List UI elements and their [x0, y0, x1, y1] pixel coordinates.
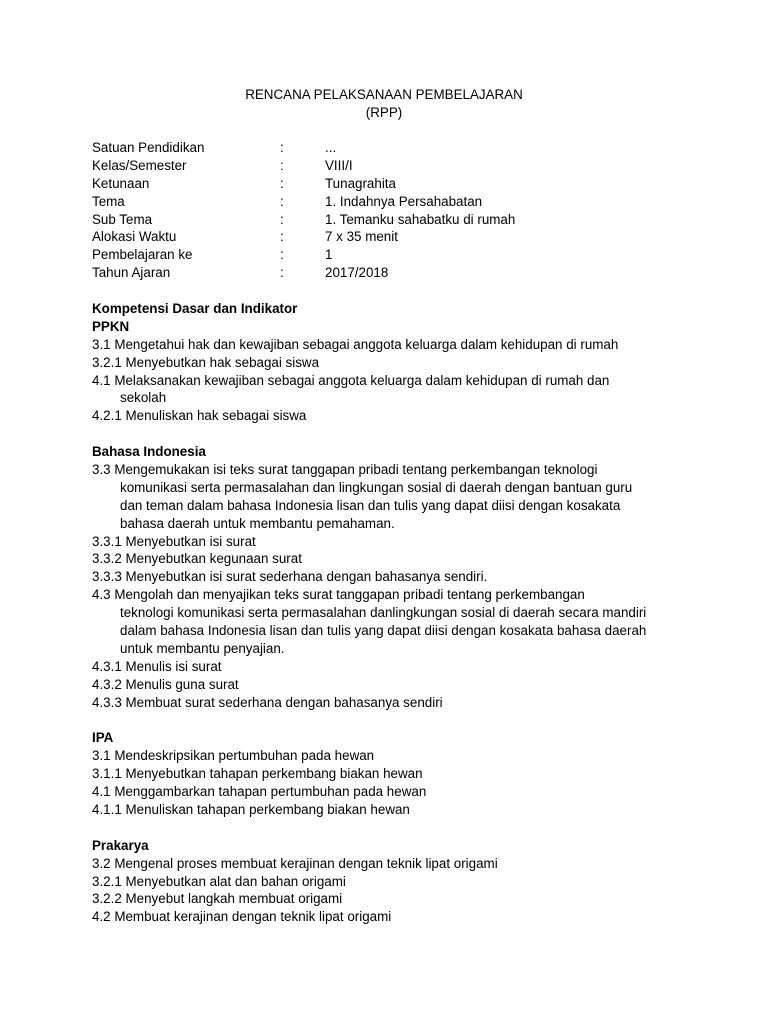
identity-colon: : — [280, 247, 284, 263]
identity-value: Tunagrahita — [325, 175, 396, 191]
identity-label: Tahun Ajaran — [92, 265, 171, 281]
identity-row — [92, 193, 515, 211]
competency-line: 3.1 Mengetahui hak dan kewajiban sebagai anggota keluarga dalam kehidupan di rumah — [92, 336, 619, 352]
competency-line: 3.2.1 Menyebutkan hak sebagai siswa — [92, 354, 320, 370]
competency-line: 3.3.3 Menyebutkan isi surat sederhana dengan bahasanya sendiri. — [92, 569, 488, 585]
identity-value: 1. Indahnya Persahabatan — [325, 193, 483, 209]
competency-line: 4.3.1 Menulis isi surat — [92, 658, 222, 674]
competency-line: 3.2 Mengenal proses membuat kerajinan dengan teknik lipat origami — [92, 855, 498, 871]
spacer — [92, 425, 692, 443]
competency-line: 3.3.1 Menyebutkan isi surat — [92, 533, 256, 549]
identity-table — [92, 139, 515, 282]
competency-line: 4.1 Menggambarkan tahapan pertumbuhan pada hewan — [92, 784, 427, 800]
competency-line: 4.3.2 Menulis guna surat — [92, 676, 239, 692]
identity-value: 1 — [325, 247, 333, 263]
identity-colon: : — [280, 175, 284, 191]
identity-colon: : — [280, 211, 284, 227]
identity-row — [92, 175, 515, 193]
competency-line: 3.3 Mengemukakan isi teks surat tanggapan pribadi tentang perkembangan teknologi — [92, 462, 598, 478]
competency-line: 3.1.1 Menyebutkan tahapan perkembang biakan hewan — [92, 766, 423, 782]
subject-heading-prakarya: Prakarya — [92, 837, 149, 853]
competency-line: 3.1 Mendeskripsikan pertumbuhan pada hewan — [92, 748, 375, 764]
competency-line: 3.2.2 Menyebut langkah membuat origami — [92, 891, 343, 907]
competency-line: dan teman dalam bahasa Indonesia lisan dan tulis yang dapat diisi dengan kosakata — [120, 497, 621, 513]
identity-colon: : — [280, 193, 284, 209]
identity-colon: : — [280, 140, 284, 155]
competency-section — [92, 300, 692, 926]
competency-line: 4.3 Mengolah dan menyajikan teks surat tanggapan pribadi tentang perkembangan — [92, 587, 585, 603]
competency-line: komunikasi serta permasalahan dan lingkungan sosial di daerah dengan bantuan guru — [120, 479, 633, 495]
identity-label: Kelas/Semester — [92, 157, 187, 173]
competency-line: 4.2 Membuat kerajinan dengan teknik lipat origami — [92, 909, 392, 925]
competency-line: 4.1.1 Menuliskan tahapan perkembang biakan hewan — [92, 801, 410, 817]
identity-row — [92, 264, 515, 282]
competency-line: 4.1 Melaksanakan kewajiban sebagai anggota keluarga dalam kehidupan di rumah dan — [92, 372, 610, 388]
identity-value: VIII/I — [325, 157, 353, 173]
identity-label: Tema — [92, 193, 125, 209]
competency-line: untuk membantu penyajian. — [120, 640, 285, 656]
identity-label: Alokasi Waktu — [92, 229, 177, 245]
competency-line: sekolah — [120, 390, 167, 406]
identity-row — [92, 211, 515, 229]
identity-row — [92, 228, 515, 246]
subject-heading-ipa: IPA — [92, 730, 114, 746]
section-heading: Kompetensi Dasar dan Indikator — [92, 301, 298, 316]
competency-line: 3.3.2 Menyebutkan kegunaan surat — [92, 551, 302, 567]
identity-value: 2017/2018 — [325, 265, 389, 281]
identity-colon: : — [280, 157, 284, 173]
identity-row — [92, 246, 515, 264]
spacer — [92, 711, 692, 729]
identity-value: 1. Temanku sahabatku di rumah — [325, 211, 516, 227]
subject-heading-bahasa-indonesia: Bahasa Indonesia — [92, 444, 206, 460]
identity-label: Satuan Pendidikan — [92, 140, 205, 155]
competency-line: 4.3.3 Membuat surat sederhana dengan bahasanya sendiri — [92, 694, 443, 710]
competency-line: 3.2.1 Menyebutkan alat dan bahan origami — [92, 873, 346, 889]
identity-value: 7 x 35 menit — [325, 229, 398, 245]
subject-heading-ppkn: PPKN — [92, 318, 130, 334]
spacer — [92, 819, 692, 837]
identity-row — [92, 157, 515, 175]
competency-line: teknologi komunikasi serta permasalahan danlingkungan sosial di daerah secara mandiri — [120, 605, 647, 621]
document-title: RENCANA PELAKSANAAN PEMBELAJARAN — [245, 87, 523, 102]
identity-label: Sub Tema — [92, 211, 153, 227]
competency-line: bahasa daerah untuk membantu pemahaman. — [120, 515, 395, 531]
identity-colon: : — [280, 229, 284, 245]
identity-label: Ketunaan — [92, 175, 150, 191]
competency-line: dalam bahasa Indonesia lisan dan tulis yang dapat diisi dengan kosakata bahasa daerah — [120, 623, 647, 639]
identity-row — [92, 139, 515, 157]
identity-value: ... — [325, 140, 337, 155]
identity-label: Pembelajaran ke — [92, 247, 193, 263]
competency-line: 4.2.1 Menuliskan hak sebagai siswa — [92, 408, 307, 424]
document-subtitle: (RPP) — [365, 105, 403, 120]
identity-colon: : — [280, 265, 284, 281]
